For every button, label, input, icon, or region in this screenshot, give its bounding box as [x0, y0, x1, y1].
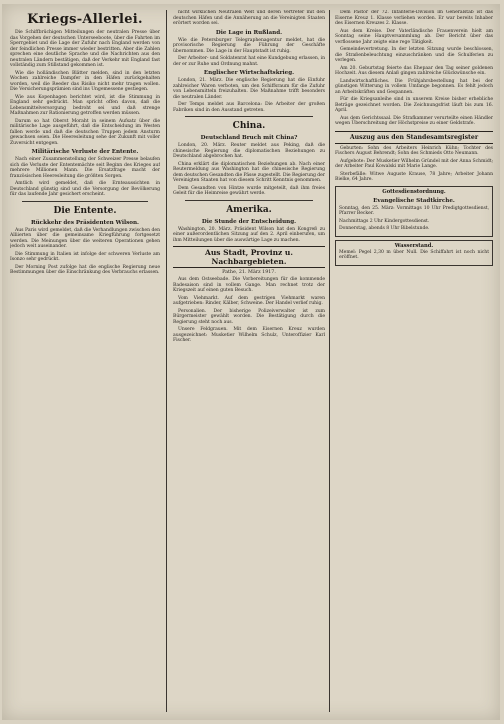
subheadline: Englischer Wirtschaftskrieg. — [203, 70, 295, 76]
article-paragraph: Gemeindevertretung. In der letzten Sitzung wurde beschlossen, die Straßenbeleuchtung einzuschränken und die Schulferien zu verlegen. — [335, 47, 493, 63]
service-entry: Sonntag, den 25. März: Vormittags 10 Uhr Predigtgottesdienst, Pfarrer Becker. — [339, 205, 489, 216]
section-header-local-news: Aus Stadt, Provinz u. Nachbargebieten. — [173, 246, 325, 268]
article-paragraph: Washington, 20. März. Präsident Wilson hat den Kongreß zu einer außerordentlichen Sitzung auf den 2. April einberufen, um ihm Mitteilungen über die auswärtige Lage zu machen. — [173, 226, 325, 243]
subheadline: Die Lage in Rußland. — [215, 29, 283, 36]
article-paragraph: Aus dem Gerichtssaal. Die Strafkammer verurteilte einen Händler wegen Überschreitung der Höchstpreise zu einer Geldstrafe. — [335, 115, 493, 126]
article-paragraph: Personalien. Der bisherige Polizeiverwalter ist zum Bürgermeister gewählt worden. Die Bestätigung durch die Regierung steht noch aus. — [173, 308, 325, 325]
wasserstand-box — [335, 240, 493, 266]
article-paragraph: Landwirtschaftliches. Die Frühjahrsbestellung hat bei der günstigen Witterung in vollem Umfange begonnen. Es fehlt jedoch an Arbeitskräften und Gespannen. — [335, 78, 493, 95]
article-paragraph: Darum so hat Oberst Moraht in seinem Aufsatz über die militärische Lage ausgeführt, daß die Entscheidung im Westen fallen werde und daß die deutschen Truppen jedem Ansturm gewachsen seien. Die Heeresleitung sehe der Zukunft mit voller Zuversicht entgegen. — [10, 118, 160, 146]
subheadline: Militärische Verluste der Entente. — [31, 149, 139, 155]
article-paragraph: Aus dem Kreise. Der Vaterländische Frauenverein hielt am Sonntag seine Hauptversammlung ab. Der Bericht über das verflossene Jahr zeigte eine rege Tätigkeit. — [335, 28, 493, 45]
registry-entry: Geburten: Sohn des Arbeiters Heinrich Kühn; Tochter des Fischers August Behrendt; Sohn des Schmieds Otto Neumann. — [335, 145, 493, 156]
article-paragraph: Die Schiffbrüchigen Mitteilungen der neutralen Presse über das Vorgehen der deutschen Unterseeboote, über die Fahrten im Sperrgebiet und die Lage der Zufuhr nach England werden von der feindlichen Presse immer wieder bestritten. Aber die Zahlen sprechen eine deutliche Sprache und die Nachrichten aus den neutralen Ländern bestätigen, daß der Verkehr mit England fast vollständig zum Stillstand gekommen ist. — [10, 30, 160, 68]
article-paragraph: Aus Paris wird gemeldet, daß die Verhandlungen zwischen den Alliierten über die gemeinsame Kriegführung fortgesetzt werden. Die Meinungen über die weiteren Operationen gehen jedoch weit auseinander. — [10, 227, 160, 249]
article-paragraph: Wie die Petersburger Telegraphenagentur meldet, hat die provisorische Regierung die Führung der Geschäfte übernommen. Die Lage in der Hauptstadt ist ruhig. — [173, 37, 325, 54]
article-paragraph: Der Temps meldet aus Barcelona: Die Arbeiter der großen Fabriken sind in den Ausstand getreten. — [173, 102, 325, 113]
article-paragraph: Wie die holländischen Blätter melden, sind in den letzten Wochen zahlreiche Dampfer in den Häfen zurückgehalten worden, weil die Reeder das Risiko nicht mehr tragen wollen. Die Versicherungsprämien sind ins Ungemessene gestiegen. — [10, 70, 160, 92]
column-3 — [335, 10, 493, 712]
article-paragraph: London, 21. März. Die englische Regierung hat die Einfuhr zahlreicher Waren verboten, um den Schiffsraum für die Zufuhr von Lebensmitteln freizuhalten. Die Maßnahme trifft besonders die neutralen Länder. — [173, 78, 325, 100]
registry-entry: Sterbefälle: Witwe Auguste Krause, 78 Jahre; Arbeiter Johann Bielke, 64 Jahre. — [335, 171, 493, 182]
article-paragraph: Vom Viehmarkt. Auf dem gestrigen Viehmarkt waren aufgetrieben: Rinder, Kälber, Schweine. Der Handel verlief ruhig. — [173, 295, 325, 306]
headline-amerika: Amerika. — [226, 204, 272, 215]
article-paragraph: Unsere Feldgrauen. Mit dem Eisernen Kreuz wurden ausgezeichnet: Musketier Wilhelm Schulz, Unteroffizier Karl Fischer. — [173, 327, 325, 343]
article-paragraph: Aus dem Ostseebade. Die Vorbereitungen für die kommende Badesaison sind in vollem Gange. Man rechnet trotz der Kriegszeit auf einen guten Besuch. — [173, 277, 325, 293]
subheadline: Deutschland Bruch mit China? — [200, 135, 298, 141]
column-rule — [329, 10, 330, 712]
article-paragraph: Der Morning Post zufolge hat die englische Regierung neue Bestimmungen über die Einschränkung des Verbrauchs erlassen. — [10, 264, 160, 275]
article-paragraph: Nach einer Zusammenstellung der Schweizer Presse belaufen sich die Verluste der Ententemächte seit Beginn des Krieges auf mehrere Millionen Mann. Die Ersatzfrage macht der französischen Heeresleitung die größten Sorgen. — [10, 157, 160, 179]
article-paragraph: nicht wirklichen Neutralen Welt und deren Vertreter mit den deutschen Häfen und die Annäherung an die Vereinigten Staaten erörtert worden sei. — [173, 10, 325, 26]
subheadline: Die Stunde der Entscheidung. — [201, 218, 297, 225]
gottesdienst-box — [335, 186, 493, 237]
wasserstand-entry: Memel: Pegel 2,30 m über Null. Die Schiffahrt ist noch nicht eröffnet. — [339, 249, 489, 260]
subheadline: Rückkehr des Präsidenten Wilson. — [30, 219, 140, 226]
headline-china: China. — [232, 121, 266, 131]
newspaper-page — [2, 4, 500, 720]
divider — [22, 201, 148, 202]
column-1 — [10, 10, 160, 712]
article-paragraph: Am 20. Geburtstag feierte das Ehepaar den Tag seiner goldenen Hochzeit. Aus diesem Anlaß gingen zahlreiche Glückwünsche ein. — [335, 65, 493, 76]
article-paragraph: Dem Gesandten von Hintze wurde mitgeteilt, daß ihm freies Geleit für die Heimreise gewährt werde. — [173, 185, 325, 196]
service-entry: Donnerstag, abends 8 Uhr Bibelstunde. — [339, 226, 430, 231]
article-paragraph: London, 20. März. Reuter meldet aus Peking, daß die chinesische Regierung die diplomatischen Beziehungen zu Deutschland abgebrochen hat. — [173, 143, 325, 159]
headline-kriegs-allerlei: Kriegs-Allerlei. — [27, 12, 143, 27]
article-paragraph: Amtlich wird gemeldet, daß die Ernteaussichten in Deutschland günstig sind und die Versorgung der Bevölkerung für das laufende Jahr gesichert erscheint. — [10, 181, 160, 197]
article-paragraph: Wie aus Kopenhagen berichtet wird, ist die Stimmung in England sehr gedrückt. Man spricht offen davon, daß die Lebensmittelversorgung bedroht sei und daß strenge Maßnahmen zur Rationierung getroffen werden müssen. — [10, 94, 160, 116]
dateline: Pathe, 21. März 1917. — [222, 270, 276, 275]
article-paragraph: Die Stimmung in Italien ist infolge der schweren Verluste am Isonzo sehr gedrückt. — [10, 251, 160, 262]
article-paragraph: Für die Kriegsanleihe sind in unserem Kreise bisher erhebliche Beträge gezeichnet worden. Die Zeichnungsfrist läuft bis zum 16. April. — [335, 97, 493, 113]
column-rule — [166, 10, 167, 712]
headline-entente: Die Entente. — [53, 205, 117, 216]
standesamt-header: Auszug aus den Standesamtsregister — [335, 131, 493, 144]
gottesdienst-title: Gottesdienstordnung. — [382, 188, 446, 195]
church-name: Evangelische Stadtkirche. — [373, 197, 455, 204]
article-paragraph: Der Arbeiter- und Soldatenrat hat eine Kundgebung erlassen, in der er zur Ruhe und Ordnung mahnt. — [173, 56, 325, 67]
column-2 — [173, 10, 325, 712]
article-paragraph: Dem Pastor der 72. Infanterie-Division im Generalstab ist das Eiserne Kreuz 1. Klasse verliehen worden. Er war bereits Inhaber des Eisernen Kreuzes 2. Klasse. — [335, 10, 493, 26]
service-entry: Nachmittags 2 Uhr Kindergottesdienst. — [339, 218, 430, 224]
registry-entry: Aufgebote: Der Musketier Wilhelm Gründel mit der Anna Schmidt; der Arbeiter Paul Kowalski mit Marie Lange. — [335, 158, 493, 169]
divider — [185, 116, 313, 117]
divider — [185, 200, 313, 201]
article-paragraph: China erklärt die diplomatischen Beziehungen ab. Nach einer Reutermeldung aus Washington hat die chinesische Regierung dem deutschen Gesandten die Pässe zugestellt. Die Regierung der Vereinigten Staaten hat von diesem Schritt Kenntnis genommen. — [173, 161, 325, 183]
wasserstand-title: Wasserstand. — [394, 242, 434, 249]
